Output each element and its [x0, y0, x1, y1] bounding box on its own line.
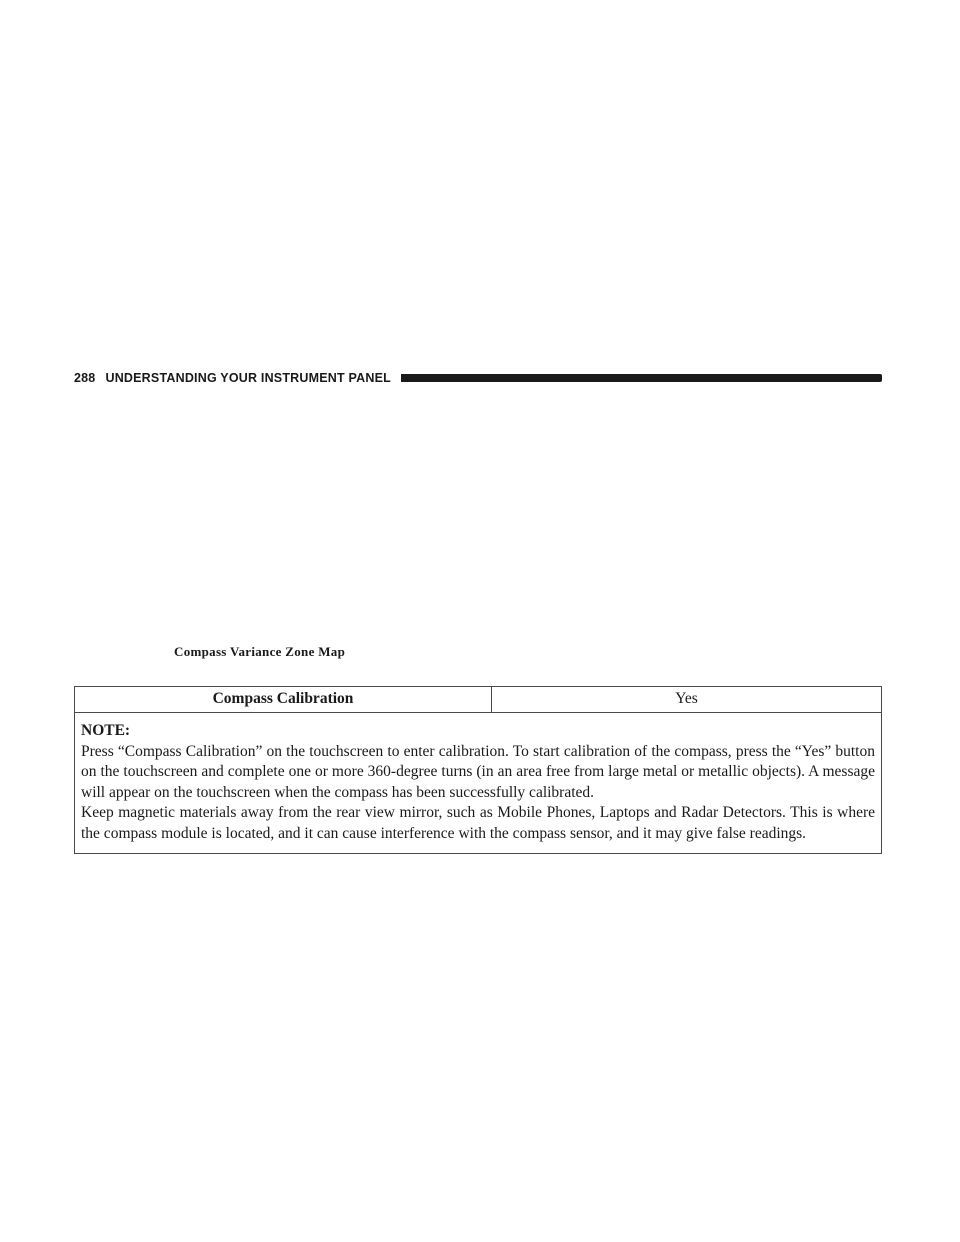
table-row [75, 687, 882, 713]
settings-table [74, 686, 882, 854]
note-label: NOTE: [81, 722, 131, 739]
page-number: 288 [74, 371, 96, 385]
header-rule [401, 374, 882, 382]
note-paragraph: Press “Compass Calibration” on the touchscreen to enter calibration. To start calibration of the compass, press the “Yes” button on the touchscreen and complete one or more 360-degree turns (in an area free from large metal or metallic objects). A message will appear on the touchscreen when the compass has been successfully calibrated. [81, 742, 875, 801]
setting-value: Yes [492, 687, 882, 713]
setting-name: Compass Calibration [75, 687, 492, 713]
note-row [75, 713, 882, 854]
note-cell [75, 713, 882, 854]
note-paragraph: Keep magnetic materials away from the rear view mirror, such as Mobile Phones, Laptops and Radar Detectors. This is where the compass module is located, and it can cause interference with the compass sensor, and it may give false readings. [81, 804, 875, 842]
section-title: UNDERSTANDING YOUR INSTRUMENT PANEL [105, 371, 391, 385]
figure-caption: Compass Variance Zone Map [174, 644, 346, 659]
page-header [74, 368, 882, 388]
